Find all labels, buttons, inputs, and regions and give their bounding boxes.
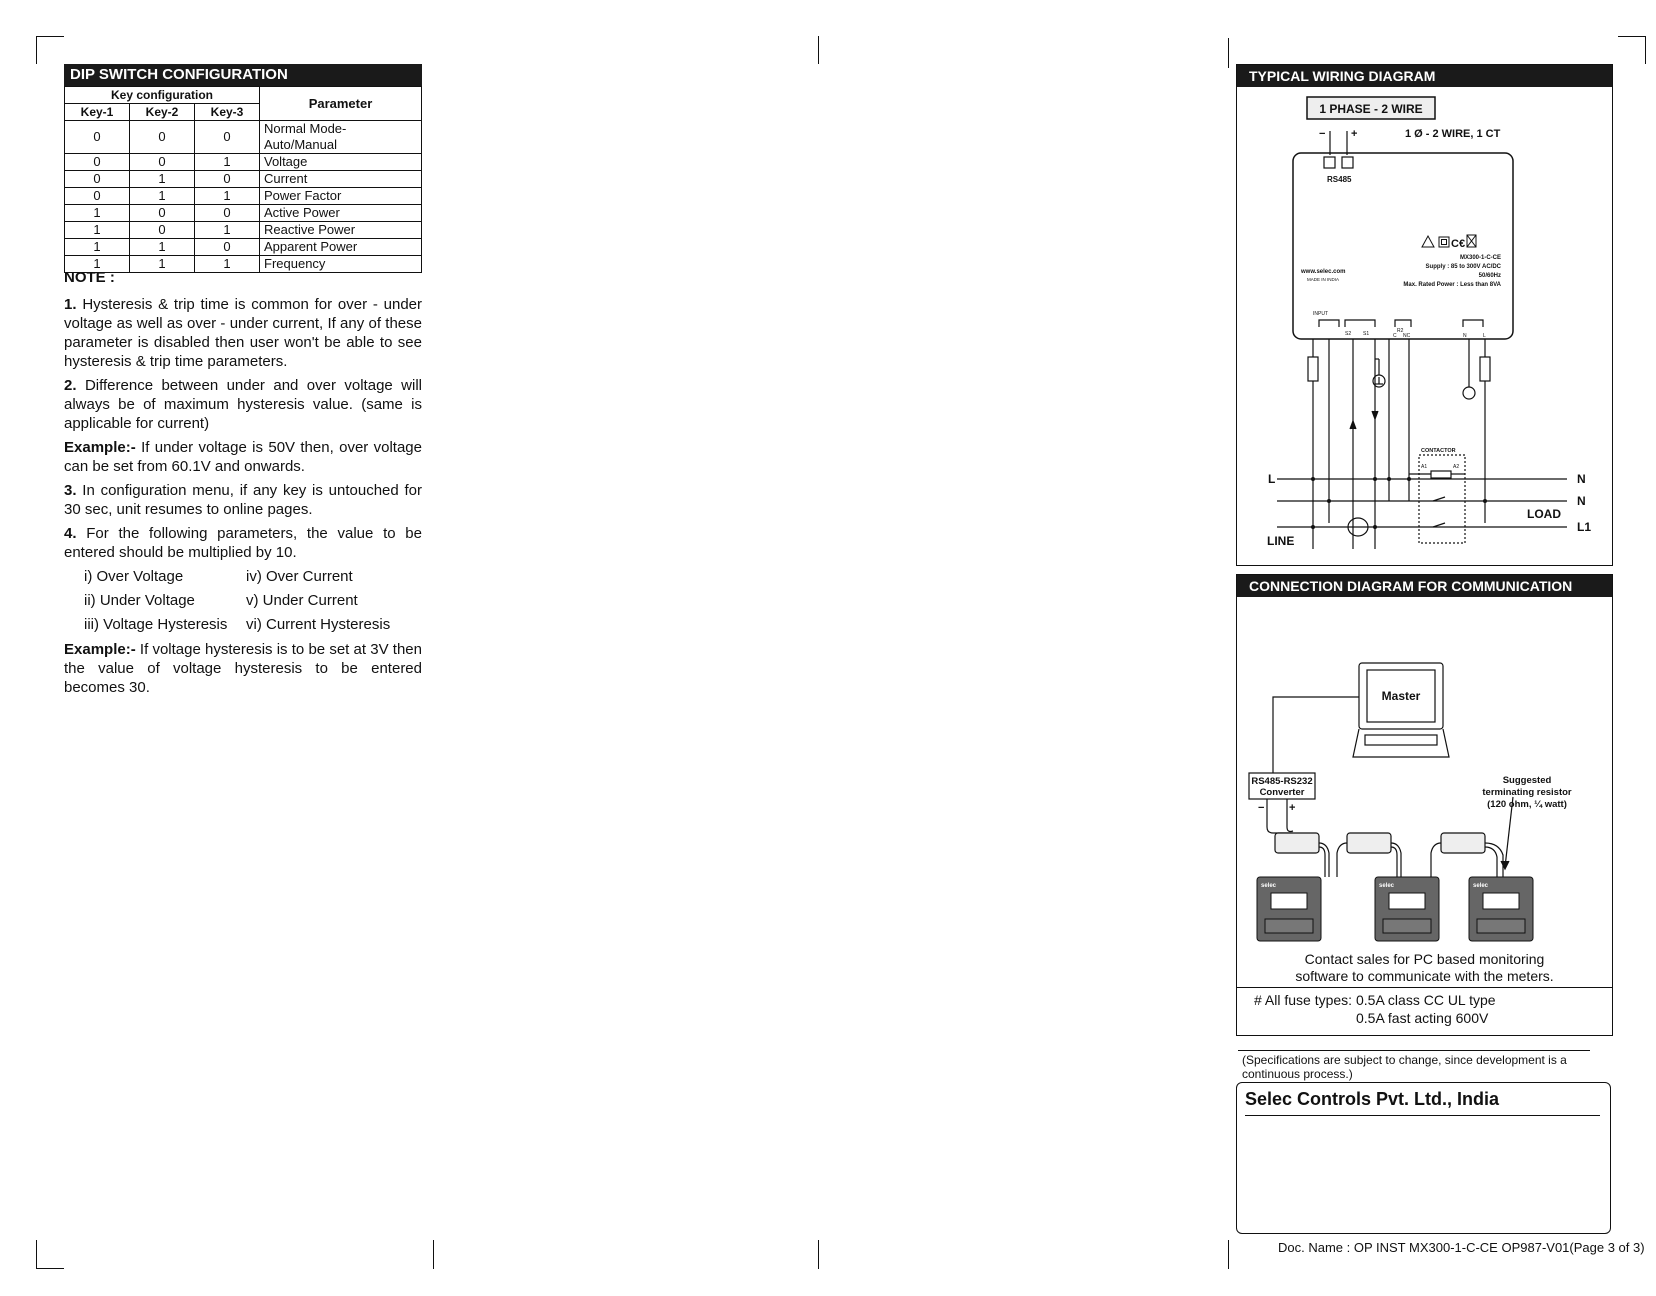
dip-switch-section <box>64 64 422 273</box>
param-item: iii) Voltage Hysteresis <box>84 616 228 633</box>
parameter-header: Parameter <box>260 87 422 121</box>
example-2: Example:- If voltage hysteresis is to be set at 3V then the value of voltage hysteresis to be entered becomes 30. <box>64 641 422 696</box>
contactor-label: CONTACTOR <box>1421 448 1456 454</box>
spec-note: (Specifications are subject to change, since development is a continuous process.) <box>1242 1053 1567 1081</box>
key-value-cell: 0 <box>130 222 195 239</box>
rs485-plus: + <box>1351 128 1358 140</box>
wiring-diagram <box>1237 87 1612 563</box>
fold-mark-top-right <box>1228 38 1229 68</box>
key-value-cell: 0 <box>195 171 260 188</box>
converter-minus: − <box>1258 802 1265 814</box>
key-value-cell: 1 <box>65 256 130 273</box>
parameter-cell: Voltage <box>260 154 422 171</box>
company-box <box>1236 1082 1611 1234</box>
key-value-cell: 1 <box>195 256 260 273</box>
crop-mark-tr-h <box>1618 36 1646 37</box>
doc-name: Doc. Name : OP INST MX300-1-C-CE OP987-V01(Page 3 of 3) <box>1278 1240 1645 1255</box>
key-value-cell: 0 <box>195 205 260 222</box>
note-4: 4. For the following parameters, the value to be entered should be multiplied by 10. <box>64 525 422 561</box>
converter-label-2: Converter <box>1259 787 1305 798</box>
notes-heading: NOTE : <box>64 269 115 286</box>
meter-1-brand: selec <box>1261 883 1277 889</box>
key-config-header: Key configuration <box>65 87 260 104</box>
fuse-note <box>1254 991 1604 1027</box>
model-label: MX300-1-C-CE <box>1459 255 1501 261</box>
key-value-cell: 0 <box>65 121 130 154</box>
key-value-cell: 0 <box>65 188 130 205</box>
a2-label: A2 <box>1453 464 1460 470</box>
load-label: LOAD <box>1527 507 1561 521</box>
example-1: Example:- If under voltage is 50V then, over voltage can be set from 60.1V and onwards. <box>64 439 422 475</box>
ce-mark: C€ <box>1451 238 1466 250</box>
wiring-diagram-panel <box>1236 64 1613 566</box>
company-name: Selec Controls Pvt. Ltd., India <box>1245 1089 1500 1109</box>
key-value-cell: 0 <box>130 205 195 222</box>
r2-label: R2 <box>1397 328 1404 334</box>
dip-row <box>65 239 422 256</box>
fold-mark-bottom-right <box>1228 1240 1229 1269</box>
wire-ct-label: 1 Ø - 2 WIRE, 1 CT <box>1405 128 1501 140</box>
key-value-cell: 1 <box>195 154 260 171</box>
parameter-cell: Current <box>260 171 422 188</box>
a1-label: A1 <box>1421 464 1428 470</box>
key-value-cell: 1 <box>130 239 195 256</box>
dip-row <box>65 171 422 188</box>
note-3: 3. In configuration menu, if any key is untouched for 30 sec, unit resumes to online pages. <box>64 482 423 518</box>
s2-label: S2 <box>1345 331 1352 337</box>
n-label-2: N <box>1577 494 1586 508</box>
key-value-cell: 1 <box>130 188 195 205</box>
line-label: LINE <box>1267 534 1295 548</box>
key-value-cell: 1 <box>65 205 130 222</box>
parameter-cell: Normal Mode-Auto/Manual <box>260 121 422 154</box>
parameter-cell: Reactive Power <box>260 222 422 239</box>
crop-mark-tl-h <box>36 36 64 37</box>
key-3-header: Key-3 <box>195 104 260 121</box>
dip-switch-title: DIP SWITCH CONFIGURATION <box>64 64 422 86</box>
param-item: v) Under Current <box>246 592 358 609</box>
input-label: INPUT <box>1313 311 1328 317</box>
key-value-cell: 1 <box>195 188 260 205</box>
line-l-label: L <box>1268 472 1276 486</box>
key-1-header: Key-1 <box>65 104 130 121</box>
communication-title: CONNECTION DIAGRAM FOR COMMUNICATION <box>1237 575 1612 597</box>
crop-mark-bl-h <box>36 1268 64 1269</box>
key-2-header: Key-2 <box>130 104 195 121</box>
key-value-cell: 1 <box>130 171 195 188</box>
note-1: 1. Hysteresis & trip time is common for over - under voltage as well as over - under current, If any of these parameter is disabled then user won't be able to see hysteresis & trip time parameters. <box>64 296 423 370</box>
parameter-cell: Frequency <box>260 256 422 273</box>
freq-label: 50/60Hz <box>1478 273 1501 279</box>
c-label: C <box>1393 333 1397 339</box>
s1-label: S1 <box>1363 331 1370 337</box>
fold-mark-bottom-mid <box>818 1240 819 1269</box>
dip-row <box>65 121 422 154</box>
nc-label: NC <box>1403 333 1411 339</box>
key-value-cell: 1 <box>195 222 260 239</box>
dip-switch-table <box>64 86 422 273</box>
n-terminal-label: N <box>1463 333 1467 339</box>
phase-label: 1 PHASE - 2 WIRE <box>1319 102 1423 116</box>
fuse-divider <box>1237 987 1612 988</box>
notes-section <box>64 268 422 702</box>
spec-divider <box>1238 1050 1590 1051</box>
key-value-cell: 0 <box>195 239 260 256</box>
n-label-1: N <box>1577 472 1586 486</box>
dip-row <box>65 154 422 171</box>
key-value-cell: 0 <box>195 121 260 154</box>
param-item: vi) Current Hysteresis <box>246 616 391 633</box>
rs485-terminal-plus <box>1342 157 1353 168</box>
website-label: www.selec.com <box>1301 269 1346 275</box>
fold-mark-top-mid <box>818 36 819 64</box>
parameter-cell: Power Factor <box>260 188 422 205</box>
wiring-diagram-title: TYPICAL WIRING DIAGRAM <box>1237 65 1612 87</box>
dip-row <box>65 188 422 205</box>
l-terminal-label: L <box>1483 333 1486 339</box>
param-item: iv) Over Current <box>246 568 353 585</box>
dip-row <box>65 222 422 239</box>
certification-icons <box>1422 235 1476 247</box>
converter-label-1: RS485-RS232 <box>1251 776 1313 787</box>
key-value-cell: 1 <box>130 256 195 273</box>
fold-mark-bottom-left <box>433 1240 434 1269</box>
monitoring-caption: Contact sales for PC based monitoring software to communicate with the meters. <box>1295 951 1554 984</box>
meter-3-brand: selec <box>1473 883 1489 889</box>
fuse-type-2: 0.5A fast acting 600V <box>1356 1010 1489 1026</box>
communication-diagram <box>1237 597 1612 962</box>
supply-label: Supply : 85 to 300V AC/DC <box>1425 264 1501 270</box>
resistor-label-3: (120 ohm, ¼ watt) <box>1487 799 1567 810</box>
parameter-cell: Apparent Power <box>260 239 422 256</box>
crop-mark-tr-v <box>1645 36 1646 64</box>
key-value-cell: 0 <box>65 171 130 188</box>
crop-mark-bl-v <box>36 1240 37 1269</box>
power-label: Max. Rated Power : Less than 8VA <box>1403 282 1501 288</box>
crop-mark-tl-v <box>36 36 37 64</box>
rs485-terminal-minus <box>1324 157 1335 168</box>
fuse-label: # All fuse types: <box>1254 992 1353 1008</box>
resistor-label-1: Suggested <box>1502 775 1552 786</box>
dip-switch-rows <box>65 121 422 273</box>
made-in-label: MADE IN INDIA <box>1307 277 1340 282</box>
param-item: ii) Under Voltage <box>84 592 195 609</box>
company-underline <box>1245 1115 1600 1116</box>
rs485-label: RS485 <box>1327 175 1352 184</box>
multiplied-parameter-list <box>84 567 422 634</box>
rs485-minus: − <box>1319 128 1326 140</box>
key-value-cell: 1 <box>65 239 130 256</box>
note-2: 2. Difference between under and over voltage will always be of maximum hysteresis value. (same is applicable for current) <box>64 377 422 432</box>
parameter-cell: Active Power <box>260 205 422 222</box>
converter-plus: + <box>1289 802 1296 814</box>
dip-row <box>65 205 422 222</box>
l1-label: L1 <box>1577 520 1592 534</box>
resistor-label-2: terminating resistor <box>1482 787 1572 798</box>
key-value-cell: 0 <box>65 154 130 171</box>
param-item: i) Over Voltage <box>84 568 184 585</box>
communication-panel <box>1236 574 1613 1036</box>
master-keyboard <box>1353 729 1449 757</box>
meter-2-brand: selec <box>1379 883 1395 889</box>
key-value-cell: 0 <box>130 121 195 154</box>
master-label: Master <box>1381 689 1421 703</box>
key-value-cell: 0 <box>130 154 195 171</box>
fuse-type-1: 0.5A class CC UL type <box>1356 992 1496 1008</box>
key-value-cell: 1 <box>65 222 130 239</box>
